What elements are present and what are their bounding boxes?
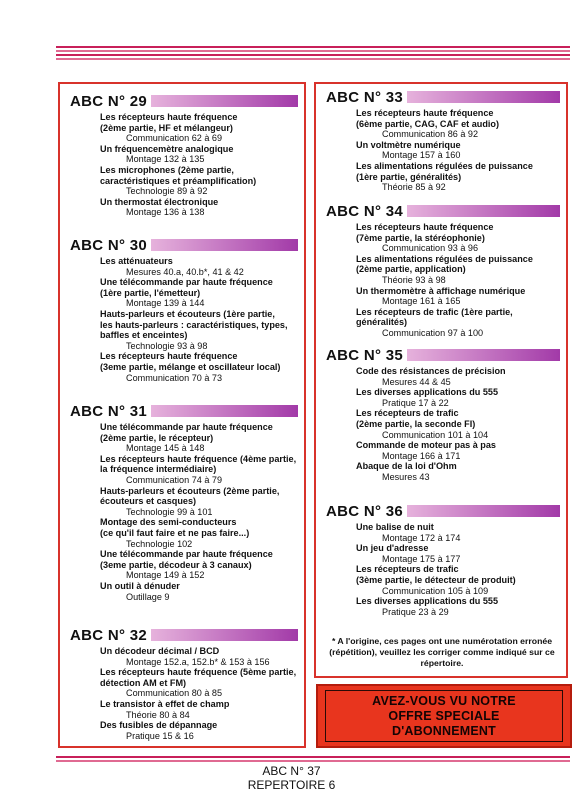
section-title: ABC N° 36	[326, 502, 404, 520]
pagination-note: * A l'origine, ces pages ont une numérotation erronée (répétition), veuillez les corriger comme indiqué sur ce répertoire.	[329, 636, 555, 668]
title-bar	[407, 349, 560, 361]
section-abc-34	[326, 202, 560, 339]
title-bar	[407, 505, 560, 517]
title-bar	[151, 239, 298, 251]
list-item: Les récepteurs haute fréquence (6ème partie, CAG, CAF et audio) Communication 86 à 92	[356, 108, 499, 140]
list-item: Les atténuateurs Mesures 40.a, 40.b*, 41 & 42	[100, 256, 244, 277]
list-item: Hauts-parleurs et écouteurs (1ère partie, les hauts-parleurs : caractéristiques, types, baffles et enceintes) Technologie 93 à 98	[100, 308, 288, 351]
list-item: Les diverses applications du 555 Pratique 23 à 29	[356, 596, 499, 617]
subscription-offer-banner[interactable]	[316, 684, 572, 748]
list-item: Commande de moteur pas à pas Montage 166 à 171	[356, 440, 496, 461]
list-item: Les alimentations régulées de puissance (1ère partie, généralités) Théorie 85 à 92	[356, 160, 533, 193]
section-title: ABC N° 32	[70, 626, 148, 644]
list-item: Un outil à dénuder Outillage 9	[100, 580, 180, 602]
bottom-stripes	[56, 756, 570, 764]
section-title: ABC N° 33	[326, 88, 404, 106]
title-bar	[151, 405, 298, 417]
list-item: Une balise de nuit Montage 172 à 174	[356, 522, 461, 543]
list-item: Un voltmètre numérique Montage 157 à 160	[356, 139, 461, 161]
title-bar	[151, 95, 298, 107]
section-abc-35	[326, 346, 560, 483]
list-item: Code des résistances de précision Mesures 44 & 45	[356, 366, 506, 387]
title-bar	[407, 91, 560, 103]
section-title: ABC N° 29	[70, 92, 148, 110]
section-title: ABC N° 35	[326, 346, 404, 364]
list-item: Montage des semi-conducteurs (ce qu'il faut faire et ne pas faire...) Technologie 102	[100, 517, 250, 549]
section-title: ABC N° 31	[70, 402, 148, 420]
section-abc-30	[70, 236, 298, 383]
section-title: ABC N° 34	[326, 202, 404, 220]
title-bar	[407, 205, 560, 217]
offer-inner-frame: AVEZ-VOUS VU NOTRE OFFRE SPECIALE D'ABONNEMENT	[325, 690, 563, 742]
section-abc-33	[326, 88, 560, 193]
list-item: Les récepteurs de trafic (3ème partie, le détecteur de produit) Communication 105 à 109	[356, 564, 516, 596]
list-item: Les récepteurs haute fréquence (7ème partie, la stéréophonie) Communication 93 à 96	[356, 222, 494, 254]
list-item: Un jeu d'adresse Montage 175 à 177	[356, 543, 461, 564]
list-item: Un thermomètre à affichage numérique Montage 161 à 165	[356, 285, 526, 307]
section-abc-31	[70, 402, 298, 602]
list-item: Les récepteurs de trafic (1ère partie, généralités) Communication 97 à 100	[356, 306, 513, 338]
list-item: Des fusibles de dépannage Pratique 15 & 16	[100, 720, 218, 741]
list-item: Une télécommande par haute fréquence (3eme partie, décodeur à 3 canaux) Montage 149 à 152	[100, 549, 273, 581]
list-item: Les récepteurs haute fréquence (4ème partie, la fréquence intermédiaire) Communication 74 à 79	[100, 453, 297, 485]
list-item: Les récepteurs haute fréquence (5ème partie, détection AM et FM) Communication 80 à 85	[100, 667, 297, 699]
section-title: ABC N° 30	[70, 236, 148, 254]
footer-page: REPERTOIRE 6	[247, 778, 336, 792]
footer-issue: ABC N° 37	[262, 764, 321, 778]
top-stripes	[56, 46, 570, 62]
list-item: Un décodeur décimal / BCD Montage 152.a, 152.b* & 153 à 156	[100, 646, 270, 667]
list-item: Les microphones (2ème partie, caractéristiques et préamplification) Technologie 89 à 92	[100, 164, 257, 197]
list-item: Un thermostat électronique Montage 136 à 138	[100, 196, 219, 218]
list-item: Abaque de la loi d'Ohm Mesures 43	[356, 461, 457, 482]
list-item: Les récepteurs haute fréquence (3eme partie, mélange et oscillateur local) Communication 70 à 73	[100, 351, 281, 383]
list-item: Un fréquencemètre analogique Montage 132 à 135	[100, 143, 234, 165]
title-bar	[151, 629, 298, 641]
list-item: Une télécommande par haute fréquence (2ème partie, le récepteur) Montage 145 à 148	[100, 422, 273, 454]
list-item: Le transistor à effet de champ Théorie 80 à 84	[100, 698, 230, 720]
list-item: Les diverses applications du 555 Pratique 17 à 22	[356, 387, 499, 408]
section-abc-32	[70, 626, 298, 741]
list-item: Hauts-parleurs et écouteurs (2ème partie, écouteurs et casques) Technologie 99 à 101	[100, 485, 280, 517]
list-item: Les récepteurs de trafic (2ème partie, la seconde FI) Communication 101 à 104	[356, 408, 489, 440]
section-abc-29	[70, 92, 298, 218]
list-item: Les récepteurs haute fréquence (2ème partie, HF et mélangeur) Communication 62 à 69	[100, 112, 238, 144]
section-abc-36	[326, 502, 560, 617]
list-item: Les alimentations régulées de puissance (2ème partie, application) Théorie 93 à 98	[356, 253, 533, 285]
list-item: Une télécommande par haute fréquence (1ère partie, l'émetteur) Montage 139 à 144	[100, 277, 273, 309]
